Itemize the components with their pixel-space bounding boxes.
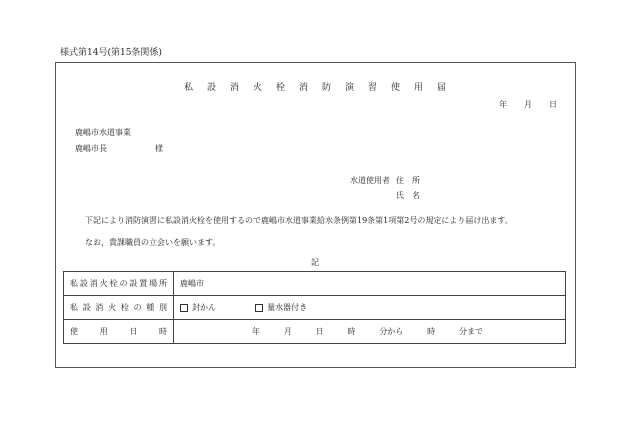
datetime-year: 年 <box>252 327 260 336</box>
datetime-minute-to: 分まで <box>458 327 483 336</box>
table-row <box>64 272 566 296</box>
location-label: 私設消火栓の設置場所 <box>64 272 174 296</box>
honorific: 様 <box>155 144 163 153</box>
date-year: 年 <box>499 100 507 109</box>
type-label: 私設消火栓の種別 <box>64 296 174 320</box>
date-month: 月 <box>524 100 532 109</box>
datetime-minute-from: 分から <box>379 327 404 336</box>
datetime-day: 日 <box>315 327 324 336</box>
datetime-month: 月 <box>283 327 292 336</box>
seal-checkbox[interactable] <box>180 304 188 312</box>
form-number: 様式第14号(第15条関係) <box>60 48 162 58</box>
form-title: 私設消火栓消防演習使用届 <box>183 83 460 93</box>
table-row <box>64 320 566 344</box>
datetime-label: 使用日時 <box>64 320 174 344</box>
datetime-hour: 時 <box>347 327 356 336</box>
ki-label: 記 <box>311 258 319 267</box>
recipient-org: 鹿嶋市水道事業 <box>75 128 131 137</box>
location-value: 鹿嶋市 <box>174 272 566 296</box>
applicant-label: 水道使用者 <box>350 176 390 185</box>
recipient-head: 鹿嶋市長 <box>75 144 107 153</box>
table-row <box>64 296 566 320</box>
seal-option-label: 封かん <box>192 303 216 312</box>
info-table <box>63 271 566 344</box>
meter-checkbox[interactable] <box>255 304 263 312</box>
date-day: 日 <box>549 100 557 109</box>
address-label: 住 所 <box>396 176 420 185</box>
meter-option-label: 量水器付き <box>267 303 308 312</box>
datetime-hour-to: 時 <box>427 327 436 336</box>
body-paragraph: 下記により消防演習に私設消火栓を使用するので鹿嶋市水道事業給水条例第19条第1項第2号の規定により届け出ます。 <box>85 216 513 225</box>
name-label: 氏 名 <box>396 191 420 200</box>
request-paragraph: なお，貴課職員の立会いを願います。 <box>85 238 221 247</box>
type-options <box>174 296 566 320</box>
datetime-value <box>174 320 566 344</box>
